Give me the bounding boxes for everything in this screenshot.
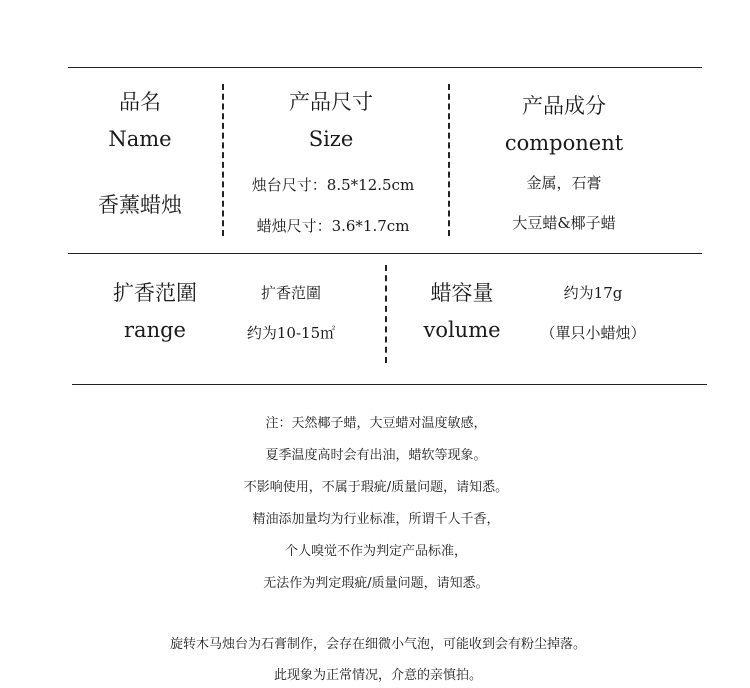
- note-line: 夏季温度高时会有出油，蜡软等现象。: [265, 448, 487, 463]
- range-value-label: 扩香范圍: [260, 284, 322, 302]
- note-line: 个人嗅觉不作为判定产品标准，: [284, 544, 468, 559]
- name-zh-header: 品名: [119, 90, 161, 114]
- candle-size-value: 蜡烛尺寸：3.6*1.7cm: [256, 217, 410, 235]
- range-en-header: range: [124, 318, 186, 342]
- column-divider: [448, 84, 450, 236]
- size-en-header: Size: [308, 127, 354, 151]
- component-material-value: 金属，石膏: [526, 174, 602, 192]
- volume-value: 约为17g: [563, 284, 623, 302]
- note-line: 不影响使用，不属于瑕疵/质量问题，请知悉。: [243, 480, 509, 495]
- product-name-value: 香薰蜡烛: [98, 193, 182, 217]
- column-divider: [385, 265, 387, 363]
- note-line: 注：天然椰子蜡，大豆蜡对温度敏感，: [265, 416, 487, 431]
- volume-zh-header: 蜡容量: [430, 281, 494, 305]
- component-wax-value: 大豆蜡&椰子蜡: [512, 214, 616, 232]
- volume-note: （單只小蜡烛）: [540, 324, 646, 342]
- component-en-header: component: [504, 131, 624, 155]
- note-line: 此现象为正常情况，介意的亲慎拍。: [273, 668, 483, 683]
- volume-en-header: volume: [423, 318, 501, 342]
- note-line: 无法作为判定瑕疵/质量问题，请知悉。: [263, 576, 489, 591]
- table2-bottom-rule: [72, 384, 707, 385]
- table1-top-rule: [68, 67, 702, 68]
- size-zh-header: 产品尺寸: [289, 90, 373, 114]
- range-value: 约为10-15㎡: [246, 324, 336, 342]
- note-line: 旋转木马烛台为石膏制作，会存在细微小气泡，可能收到会有粉尘掉落。: [169, 637, 587, 652]
- name-en-header: Name: [108, 127, 172, 151]
- column-divider: [222, 84, 224, 236]
- range-zh-header: 扩香范圍: [113, 281, 197, 305]
- component-zh-header: 产品成分: [522, 94, 606, 118]
- holder-size-value: 烛台尺寸：8.5*12.5cm: [251, 176, 415, 194]
- table1-bottom-rule: [68, 253, 702, 254]
- note-line: 精油添加量均为行业标准，所谓千人千香，: [252, 512, 500, 527]
